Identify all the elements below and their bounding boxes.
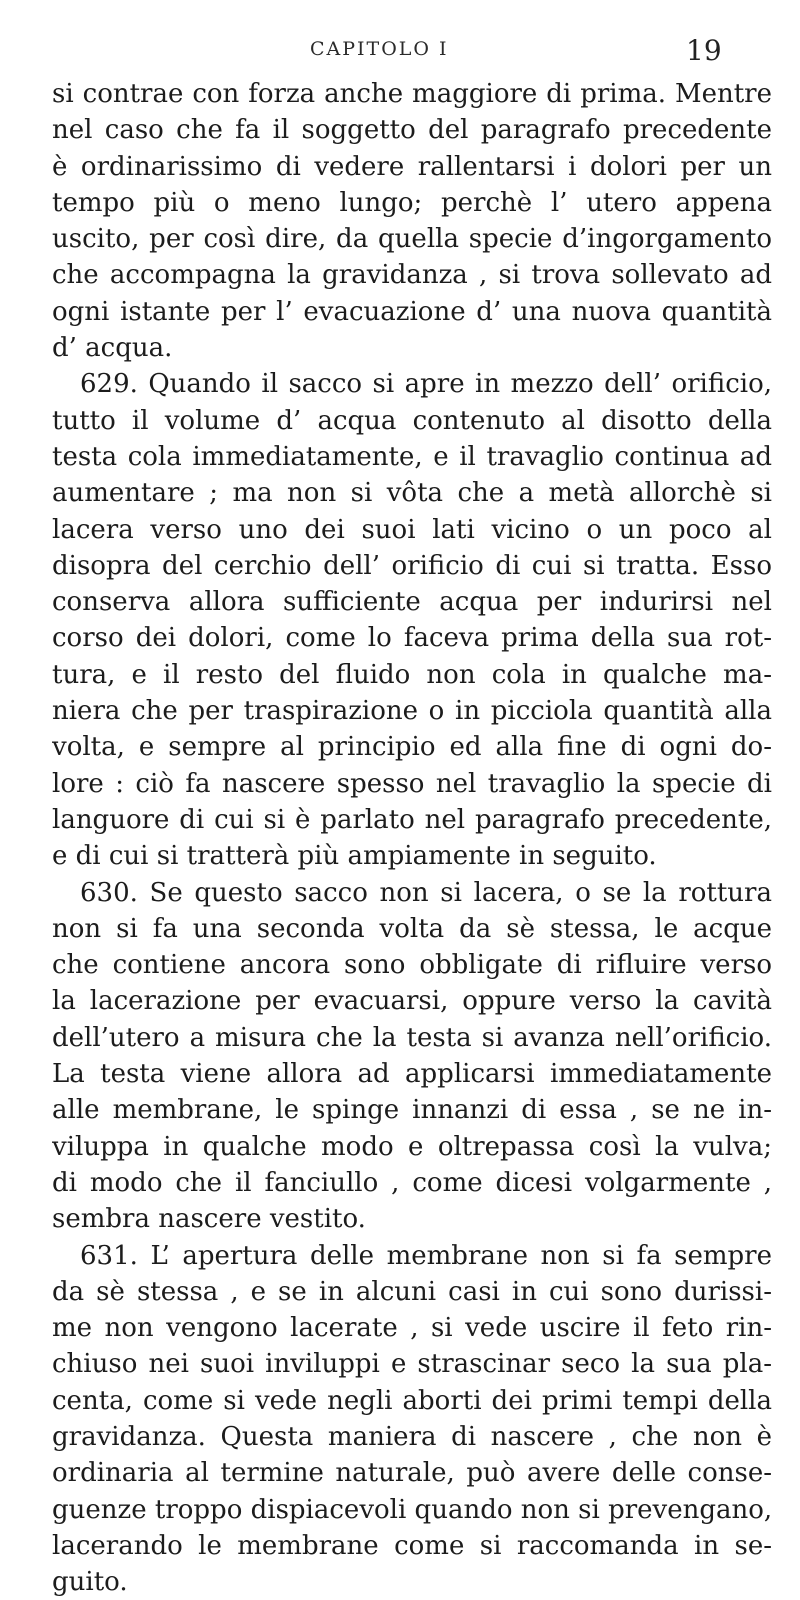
text-line: che contiene ancora sono obbligate di rifluire verso — [52, 950, 772, 981]
text-line: alle membrane, le spinge innanzi di essa , se ne in- — [52, 1095, 772, 1126]
text-line: viluppa in qualche modo e oltrepassa così la vulva; — [52, 1131, 772, 1162]
text-line: uscito, per così dire, da quella specie d’ingorgamento — [52, 224, 772, 255]
text-line: da sè stessa , e se in alcuni casi in cui sono durissi- — [52, 1276, 772, 1307]
text-line: niera che per traspirazione o in picciola quantità alla — [52, 696, 772, 727]
text-line: gravidanza. Questa maniera di nascere , che non è — [52, 1421, 772, 1452]
text-line: volta, e sempre al principio ed alla fine di ogni do- — [52, 732, 772, 763]
text-line: me non vengono lacerate , si vede uscire il feto rin- — [52, 1313, 772, 1344]
text-line: di modo che il fanciullo , come dicesi volgarmente , — [52, 1167, 772, 1198]
chapter-title: CAPITOLO I — [310, 38, 449, 60]
text-line: aumentare ; ma non si vôta che a metà allorchè si — [52, 478, 772, 509]
page-number: 19 — [686, 34, 722, 67]
text-line: lore : ciò fa nascere spesso nel travaglio la specie di — [52, 768, 772, 799]
text-line: testa cola immediatamente, e il travaglio continua ad — [52, 441, 772, 472]
text-line: sembra nascere vestito. — [52, 1204, 366, 1235]
text-line: la lacerazione per evacuarsi, oppure verso la cavità — [52, 986, 772, 1017]
paragraph-start-line: 631. L’ apertura delle membrane non si fa sempre — [80, 1240, 772, 1271]
text-line: conserva allora sufficiente acqua per indurirsi nel — [52, 587, 772, 618]
text-line: guito. — [52, 1567, 128, 1598]
text-line: tempo più o meno lungo; perchè l’ utero appena — [52, 187, 772, 218]
running-head — [30, 28, 790, 68]
text-line: disopra del cerchio dell’ orificio di cui si tratta. Esso — [52, 550, 772, 581]
text-line: d’ acqua. — [52, 333, 173, 364]
paragraph-start-line: 629. Quando il sacco si apre in mezzo dell’ orificio, — [80, 369, 772, 400]
text-line: centa, come si vede negli aborti dei primi tempi della — [52, 1385, 772, 1416]
text-line: si contrae con forza anche maggiore di prima. Mentre — [52, 79, 772, 109]
text-line: tura, e il resto del fluido non cola in qualche ma- — [52, 659, 772, 690]
text-line: è ordinarissimo di vedere rallentarsi i dolori per un — [52, 151, 772, 182]
text-line: dell’utero a misura che la testa si avanza nell’orificio. — [52, 1022, 772, 1053]
text-line: ogni istante per l’ evacuazione d’ una nuova quantità — [52, 296, 772, 327]
text-line: non si fa una seconda volta da sè stessa, le acque — [52, 913, 772, 944]
text-line: languore di cui si è parlato nel paragrafo precedente, — [52, 804, 772, 835]
text-line: La testa viene allora ad applicarsi immediatamente — [52, 1059, 772, 1090]
text-line: che accompagna la gravidanza , si trova sollevato ad — [52, 260, 772, 291]
body-text — [52, 76, 772, 1600]
text-line: ordinaria al termine naturale, può avere delle conse- — [52, 1458, 772, 1489]
text-line: corso dei dolori, come lo faceva prima della sua rot- — [52, 623, 772, 654]
text-line: nel caso che fa il soggetto del paragrafo precedente — [52, 115, 772, 146]
text-line: e di cui si tratterà più ampiamente in seguito. — [52, 841, 657, 872]
paragraph-start-line: 630. Se questo sacco non si lacera, o se la rottura — [80, 877, 772, 908]
text-line: chiuso nei suoi inviluppi e strascinar seco la sua pla- — [52, 1349, 772, 1380]
text-line: guenze troppo dispiacevoli quando non si prevengano, — [52, 1494, 772, 1525]
book-page — [30, 28, 790, 1598]
text-line: tutto il volume d’ acqua contenuto al disotto della — [52, 405, 772, 436]
text-line: lacerando le membrane come si raccomanda in se- — [52, 1530, 772, 1561]
text-line: lacera verso uno dei suoi lati vicino o un poco al — [52, 514, 772, 545]
